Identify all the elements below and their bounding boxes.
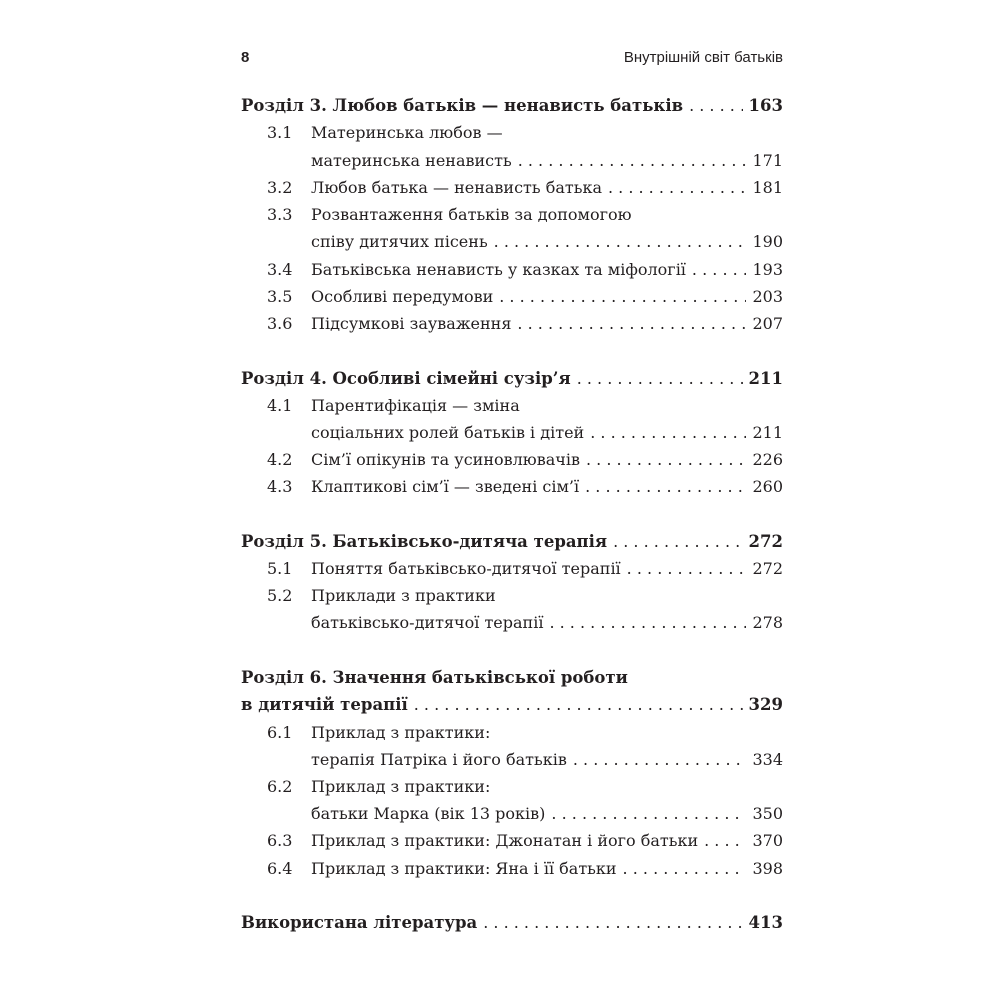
dot-leader	[623, 859, 747, 878]
entry-title: Використана література	[241, 913, 478, 932]
dot-leader	[414, 695, 743, 714]
dot-leader	[704, 831, 746, 850]
entry-page: 207	[752, 314, 783, 333]
entry-page: 413	[748, 913, 783, 932]
entry-title: Батьківська ненависть у казках та міфології	[311, 260, 686, 279]
entry-title: соціальних ролей батьків і дітей	[311, 423, 585, 442]
dot-leader	[483, 913, 742, 932]
entry-page: 370	[752, 831, 783, 850]
toc-entry-4-3[interactable]	[241, 473, 783, 500]
entry-title: Розділ 3. Любов батьків — ненависть батьків	[241, 96, 684, 115]
entry-page: 398	[752, 859, 783, 878]
entry-title: Розділ 5. Батьківсько-дитяча терапія	[241, 532, 608, 551]
entry-title: материнська ненависть	[311, 151, 512, 170]
dot-leader	[517, 314, 746, 333]
dot-leader	[577, 369, 743, 388]
dot-leader	[613, 532, 742, 551]
dot-leader	[551, 804, 746, 823]
entry-number: 3.3	[267, 205, 293, 224]
entry-number: 6.3	[267, 831, 293, 850]
toc-entry-6-1[interactable]	[241, 719, 783, 746]
entry-page: 181	[752, 178, 783, 197]
entry-number: 6.4	[267, 859, 293, 878]
toc-entry-6-3[interactable]	[241, 827, 783, 854]
entry-title: Приклад з практики: Джонатан і його батьки	[311, 831, 699, 850]
entry-title: батьківсько-дитячої терапії	[311, 613, 544, 632]
entry-number: 3.2	[267, 178, 293, 197]
entry-page: 163	[748, 96, 783, 115]
entry-title: Приклад з практики:	[311, 723, 491, 742]
dot-leader	[518, 151, 747, 170]
dot-leader	[689, 96, 742, 115]
entry-title: Розділ 6. Значення батьківської роботи	[241, 668, 628, 687]
toc-entry-6-2[interactable]	[241, 773, 783, 800]
entry-page: 260	[752, 477, 783, 496]
toc-entry-4-1-cont[interactable]	[241, 419, 783, 446]
entry-title: в дитячій терапії	[241, 695, 408, 714]
entry-number: 5.1	[267, 559, 293, 578]
toc-chapter-6[interactable]	[241, 664, 783, 691]
dot-leader	[573, 750, 747, 769]
toc-references[interactable]	[241, 909, 783, 936]
entry-title: терапія Патріка і його батьків	[311, 750, 567, 769]
dot-leader	[692, 260, 747, 279]
toc-entry-3-3[interactable]	[241, 201, 783, 228]
entry-title: Підсумкові зауваження	[311, 314, 512, 333]
dot-leader	[549, 613, 746, 632]
entry-title: батьки Марка (вік 13 років)	[311, 804, 546, 823]
dot-leader	[499, 287, 746, 306]
entry-number: 4.1	[267, 396, 293, 415]
entry-title: Поняття батьківсько-дитячої терапії	[311, 559, 621, 578]
toc-entry-5-2[interactable]	[241, 582, 783, 609]
entry-page: 226	[752, 450, 783, 469]
toc-chapter-5[interactable]	[241, 528, 783, 555]
toc-entry-4-2[interactable]	[241, 446, 783, 473]
entry-page: 350	[752, 804, 783, 823]
entry-number: 3.4	[267, 260, 293, 279]
dot-leader	[585, 477, 746, 496]
toc-entry-3-5[interactable]	[241, 283, 783, 310]
book-title: Внутрішній світ батьків	[623, 49, 783, 66]
entry-page: 278	[752, 613, 783, 632]
dot-leader	[586, 450, 746, 469]
toc-chapter-4[interactable]	[241, 365, 783, 392]
toc-entry-6-1-cont[interactable]	[241, 746, 783, 773]
dot-leader	[627, 559, 747, 578]
dot-leader	[590, 423, 746, 442]
entry-number: 5.2	[267, 586, 293, 605]
entry-title: Приклади з практики	[311, 586, 496, 605]
entry-number: 6.1	[267, 723, 293, 742]
entry-title: Парентифікація — зміна	[311, 396, 520, 415]
toc-entry-6-4[interactable]	[241, 855, 783, 882]
entry-page: 171	[752, 151, 783, 170]
entry-page: 272	[752, 559, 783, 578]
entry-page: 334	[752, 750, 783, 769]
page-number: 8	[241, 49, 250, 66]
entry-title: Розділ 4. Особливі сімейні сузір’я	[241, 369, 571, 388]
entry-page: 272	[748, 532, 783, 551]
entry-title: Сім’ї опікунів та усиновлювачів	[311, 450, 580, 469]
entry-number: 4.2	[267, 450, 293, 469]
entry-title: Особливі передумови	[311, 287, 494, 306]
entry-title: Материнська любов —	[311, 123, 503, 142]
entry-title: Клаптикові сім’ї — зведені сім’ї	[311, 477, 580, 496]
dot-leader	[494, 232, 747, 251]
entry-page: 211	[752, 423, 783, 442]
toc-entry-6-2-cont[interactable]	[241, 800, 783, 827]
toc-entry-3-1[interactable]	[241, 119, 783, 146]
entry-page: 193	[752, 260, 783, 279]
entry-number: 6.2	[267, 777, 293, 796]
entry-title: Розвантаження батьків за допомогою	[311, 205, 632, 224]
toc-entry-3-3-cont[interactable]	[241, 228, 783, 255]
entry-title: Приклад з практики: Яна і її батьки	[311, 859, 617, 878]
entry-number: 3.5	[267, 287, 293, 306]
toc-entry-4-1[interactable]	[241, 392, 783, 419]
entry-number: 3.1	[267, 123, 293, 142]
entry-number: 4.3	[267, 477, 293, 496]
toc-chapter-6-cont[interactable]	[241, 691, 783, 718]
toc-entry-3-4[interactable]	[241, 256, 783, 283]
entry-title: Любов батька — ненависть батька	[311, 178, 602, 197]
entry-number: 3.6	[267, 314, 293, 333]
entry-page: 211	[748, 369, 783, 388]
dot-leader	[608, 178, 746, 197]
toc-entry-5-1[interactable]	[241, 555, 783, 582]
toc-chapter-3[interactable]	[241, 92, 783, 119]
toc-entry-5-2-cont[interactable]	[241, 609, 783, 636]
toc-entry-3-2[interactable]	[241, 174, 783, 201]
entry-title: Приклад з практики:	[311, 777, 491, 796]
running-head	[241, 45, 783, 69]
entry-page: 203	[752, 287, 783, 306]
entry-page: 190	[752, 232, 783, 251]
entry-title: співу дитячих пісень	[311, 232, 488, 251]
entry-page: 329	[748, 695, 783, 714]
toc-entry-3-1-cont[interactable]	[241, 147, 783, 174]
toc-entry-3-6[interactable]	[241, 310, 783, 337]
